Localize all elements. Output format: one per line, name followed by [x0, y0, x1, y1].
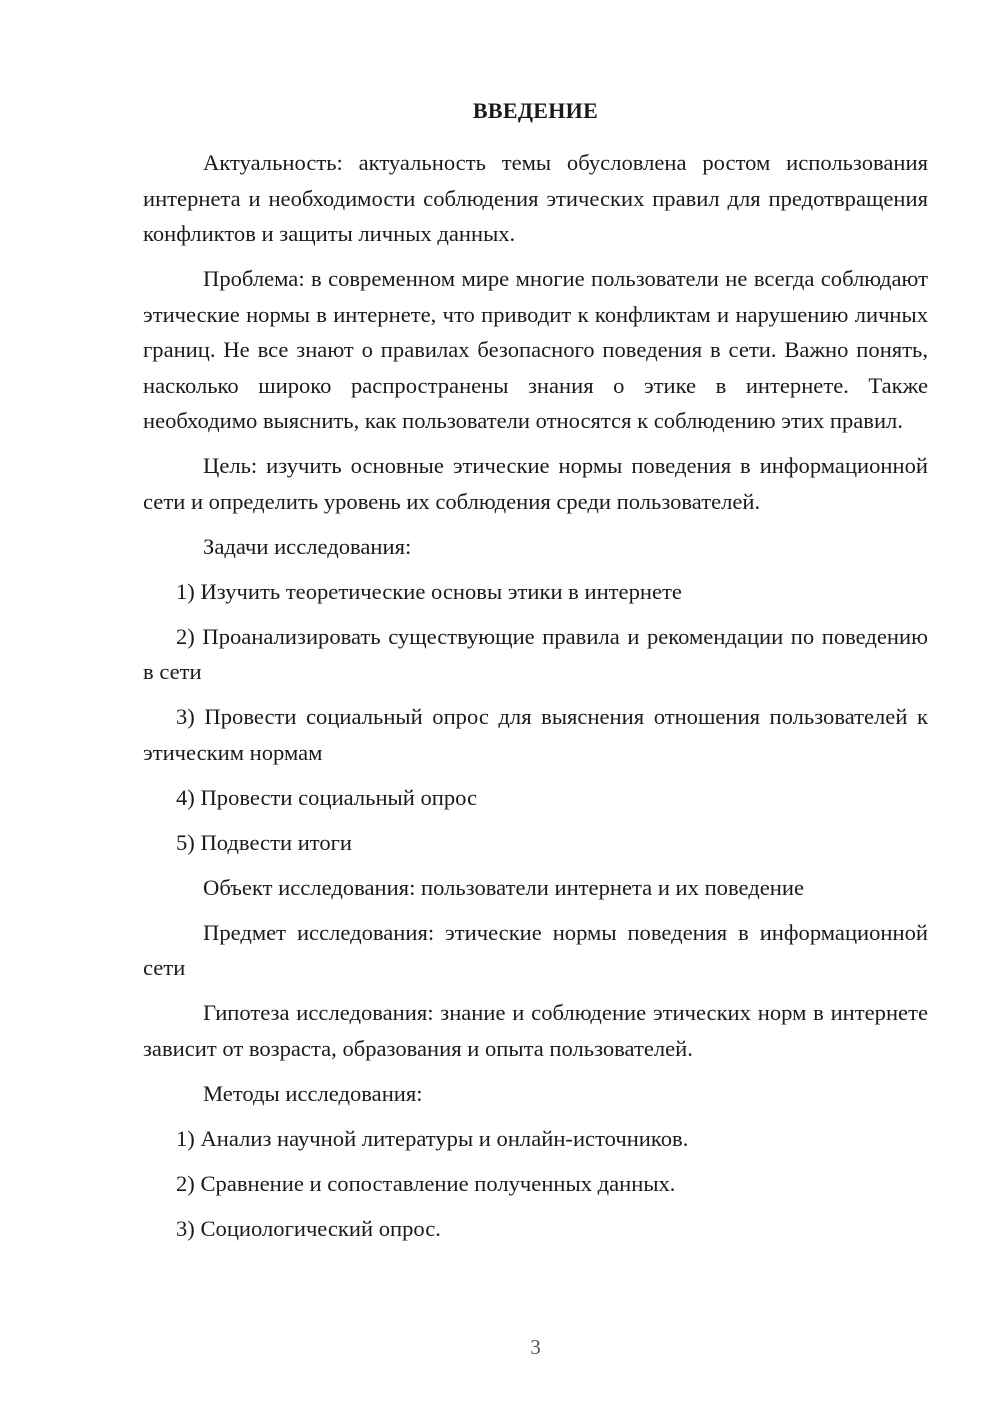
paragraph-problem: Проблема: в современном мире многие пользователи не всегда соблюдают этические нормы в интернете, что приводит к конфликтам и нарушению личных границ. Не все знают о правилах безопасного поведения в сети. Важно понять, насколько широко распространены знания о этике в интернете. Также необходимо выяснить, как пользователи относятся к соблюдению этих правил.: [143, 266, 928, 433]
document-page: [143, 0, 928, 1414]
paragraph-subject: Предмет исследования: этические нормы поведения в информационной сети: [143, 919, 928, 980]
list-item-method-2: 2) Сравнение и сопоставление полученных данных.: [176, 1170, 676, 1196]
body-text: [143, 145, 928, 1256]
list-item-task-4: 4) Провести социальный опрос: [176, 784, 478, 810]
paragraph-tasks-heading: Задачи исследования:: [203, 533, 412, 559]
paragraph-relevance: Актуальность: актуальность темы обусловлена ростом использования интернета и необходимости соблюдения этических правил для предотвращения конфликтов и защиты личных данных.: [143, 150, 928, 246]
paragraph-goal: Цель: изучить основные этические нормы поведения в информационной сети и определить уровень их соблюдения среди пользователей.: [143, 453, 928, 514]
list-item-method-3: 3) Социологический опрос.: [176, 1215, 441, 1241]
list-item-task-5: 5) Подвести итоги: [176, 829, 353, 855]
list-item-task-2: 2) Проанализировать существующие правила и рекомендации по поведению в сети: [143, 623, 928, 684]
list-item-task-1: 1) Изучить теоретические основы этики в интернете: [176, 578, 682, 604]
list-item-task-3: 3) Провести социальный опрос для выяснения отношения пользователей к этическим нормам: [143, 704, 928, 765]
paragraph-hypothesis: Гипотеза исследования: знание и соблюдение этических норм в интернете зависит от возраста, образования и опыта пользователей.: [143, 1000, 928, 1061]
list-item-method-1: 1) Анализ научной литературы и онлайн-источников.: [176, 1125, 689, 1151]
paragraph-methods-heading: Методы исследования:: [203, 1080, 423, 1106]
section-title: ВВЕДЕНИЕ: [472, 98, 599, 123]
page-number: 3: [530, 1335, 541, 1359]
paragraph-object: Объект исследования: пользователи интернета и их поведение: [203, 874, 804, 900]
